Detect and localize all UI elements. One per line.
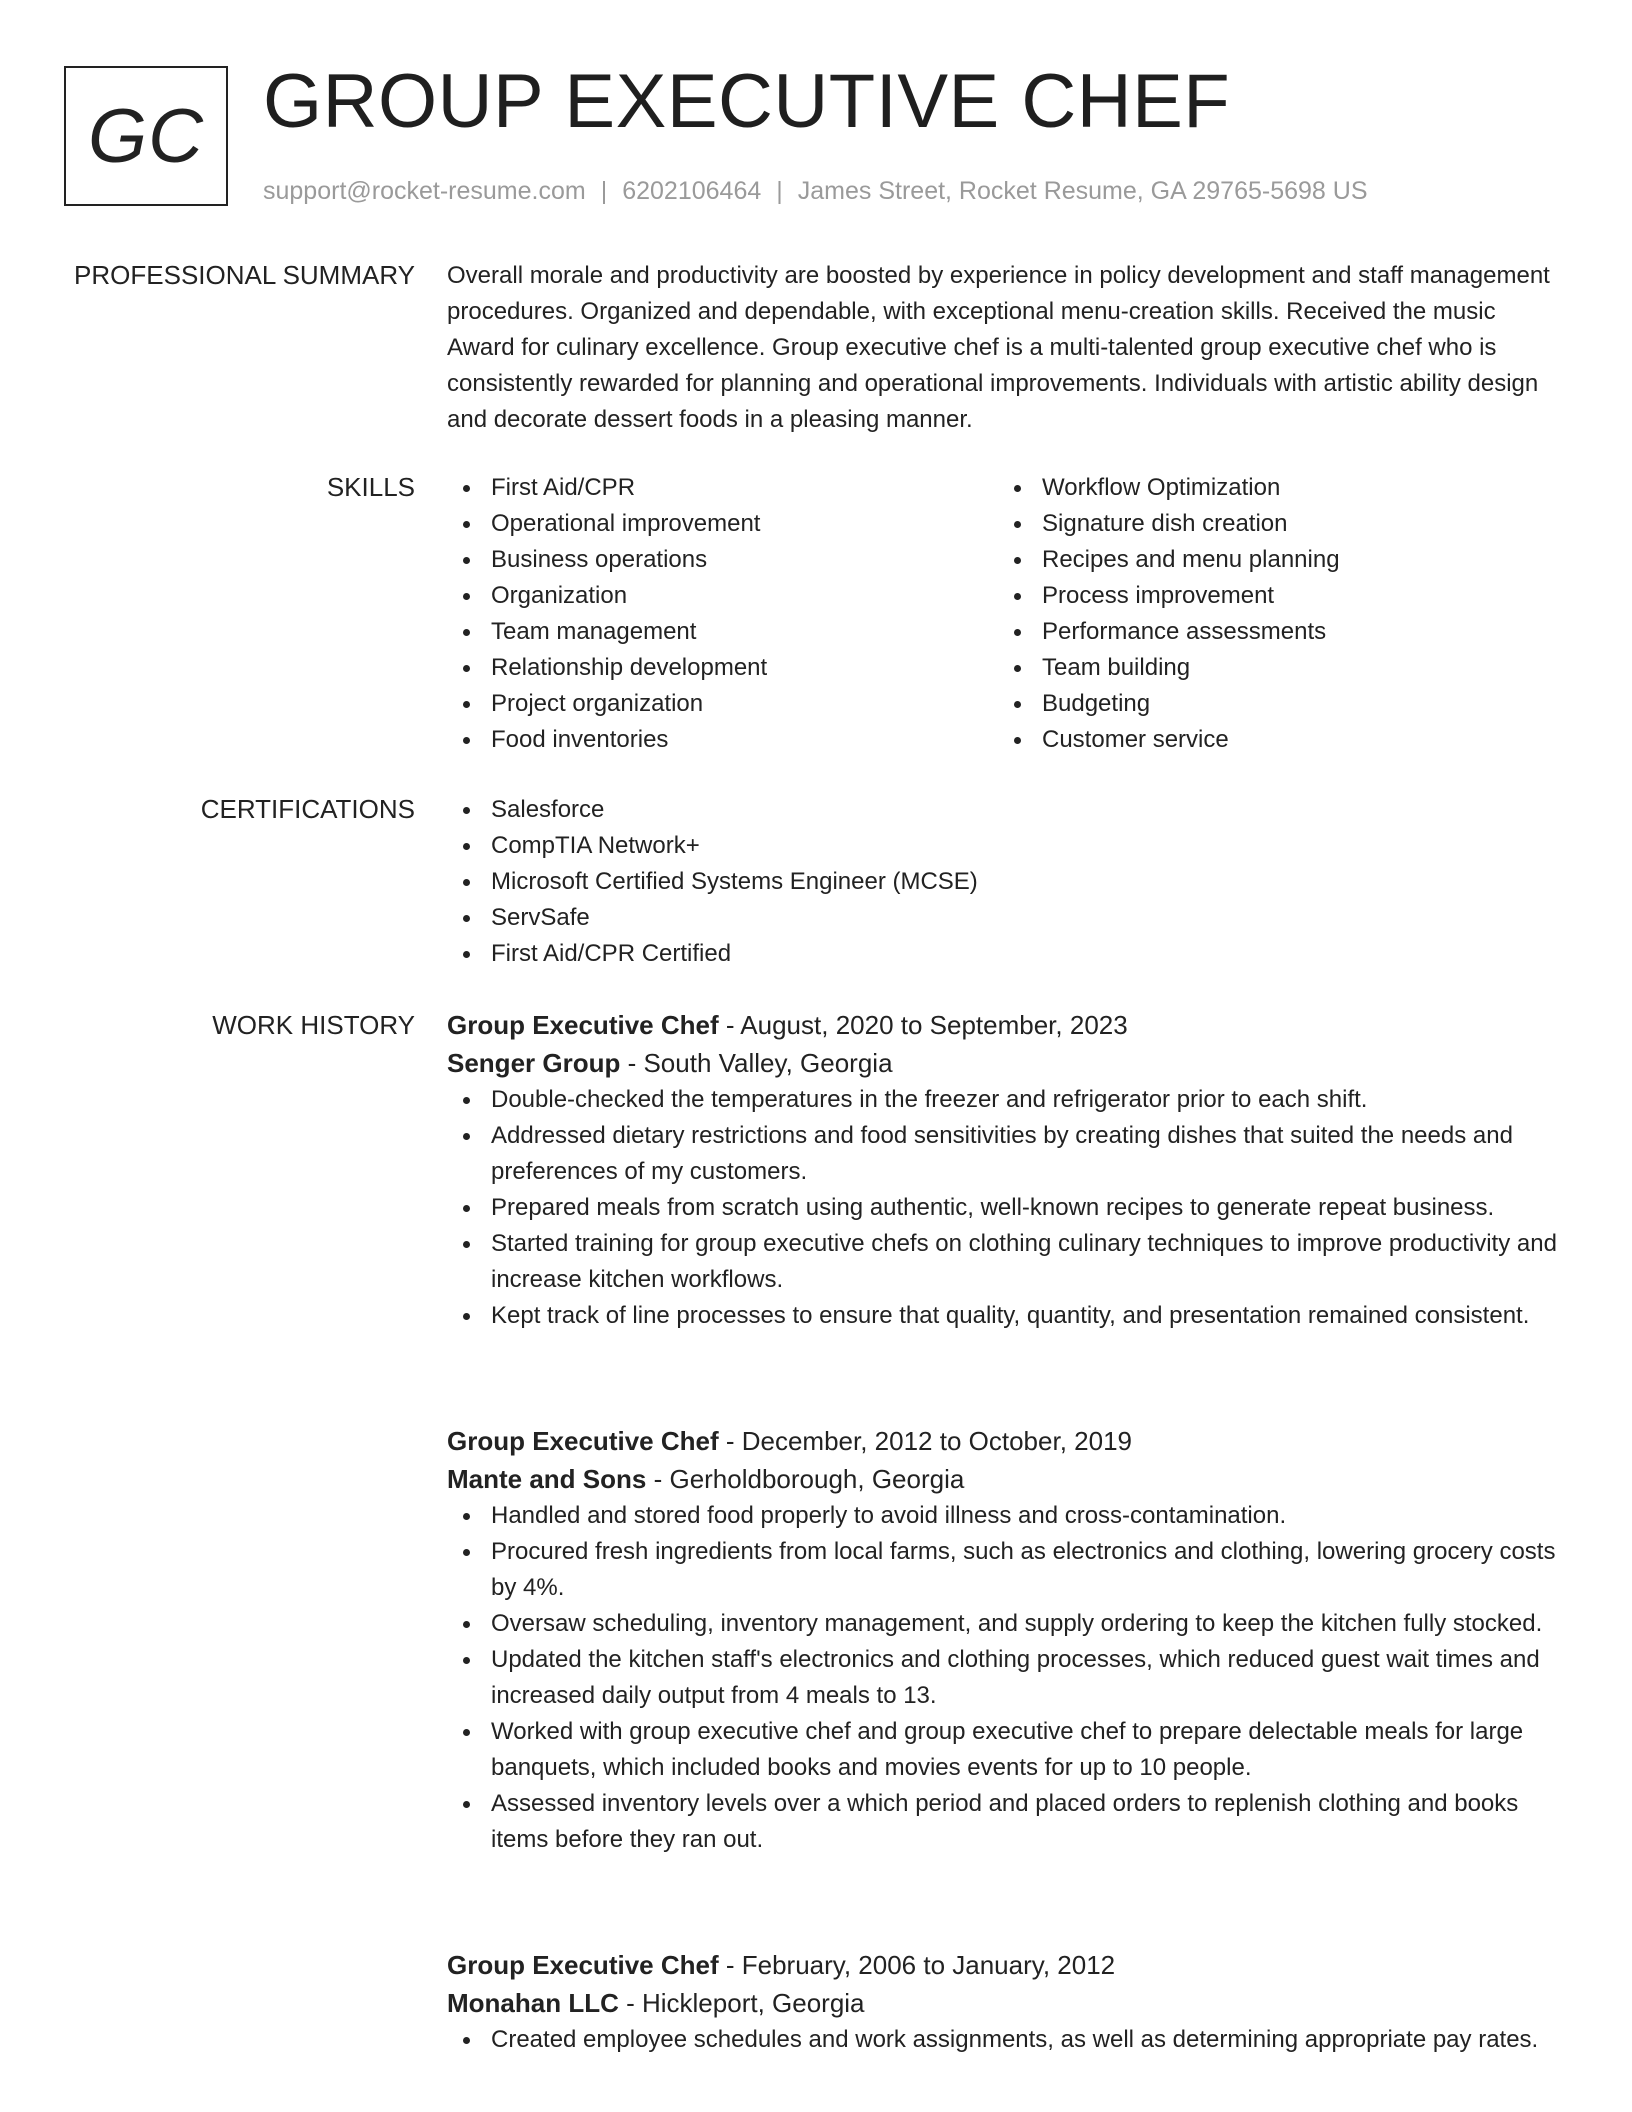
skill-item-text: Food inventories — [491, 726, 669, 753]
bullet-dot-icon — [463, 1657, 470, 1664]
job-bullets — [447, 1082, 1567, 1334]
bullet-dot-icon — [463, 1513, 470, 1520]
job-location: - Gerholdborough, Georgia — [646, 1464, 965, 1494]
certification-item-text: Salesforce — [491, 796, 605, 823]
certification-item-text: First Aid/CPR Certified — [491, 940, 732, 967]
job-bullet — [447, 2022, 1567, 2058]
skill-item — [998, 722, 1340, 758]
section-label-summary: PROFESSIONAL SUMMARY — [74, 260, 415, 290]
bullet-dot-icon — [463, 843, 470, 850]
contact-address: James Street, Rocket Resume, GA 29765-5698 US — [797, 177, 1368, 205]
summary-text: Overall morale and productivity are boosted by experience in policy development and staff management procedures. Organized and dependable, with exceptional menu-creation skills. Received the music Award for culinary excellence. Group executive chef is a multi-talented group executive chef who is consistently rewarded for planning and operational improvements. Individuals with artistic ability design and decorate dessert foods in a pleasing manner. — [447, 262, 1550, 433]
job-entry — [447, 1422, 1567, 1858]
job-title: Group Executive Chef — [447, 1010, 719, 1040]
skill-item — [998, 614, 1340, 650]
job-entry — [447, 1006, 1567, 1334]
job-bullet-text: Updated the kitchen staff's electronics and clothing processes, which reduced guest wait times and increased daily output from 4 meals to 13. — [491, 1646, 1540, 1709]
job-bullets — [447, 1498, 1567, 1858]
job-bullet-text: Handled and stored food properly to avoid illness and cross-contamination. — [491, 1502, 1287, 1529]
bullet-dot-icon — [463, 879, 470, 886]
contact-separator: | — [776, 177, 783, 205]
job-bullet-text: Double-checked the temperatures in the freezer and refrigerator prior to each shift. — [491, 1086, 1368, 1113]
bullet-dot-icon — [463, 737, 470, 744]
skill-item — [998, 542, 1340, 578]
bullet-dot-icon — [463, 2037, 470, 2044]
contact-phone: 6202106464 — [622, 177, 762, 205]
job-bullet — [447, 1534, 1567, 1606]
certification-item — [447, 792, 1567, 828]
job-company: Mante and Sons — [447, 1464, 647, 1494]
job-bullet-text: Assessed inventory levels over a which period and placed orders to replenish clothing and books items before they ran out. — [491, 1790, 1519, 1853]
job-company-line — [447, 1984, 1567, 2022]
job-location: - Hickleport, Georgia — [618, 1988, 865, 2018]
skill-item — [447, 722, 767, 758]
certification-item — [447, 828, 1567, 864]
bullet-dot-icon — [463, 1801, 470, 1808]
section-label-skills: SKILLS — [326, 472, 415, 502]
job-bullet — [447, 1642, 1567, 1714]
summary-body — [447, 258, 1567, 438]
skill-item-text: Recipes and menu planning — [1042, 546, 1340, 573]
bullet-dot-icon — [463, 629, 470, 636]
bullet-dot-icon — [1014, 665, 1021, 672]
skill-item-text: Signature dish creation — [1042, 510, 1288, 537]
contact-separator: | — [600, 177, 608, 205]
certifications-list — [447, 792, 1567, 972]
skill-item — [447, 650, 767, 686]
bullet-dot-icon — [463, 701, 470, 708]
job-dates: - December, 2012 to October, 2019 — [718, 1426, 1132, 1456]
job-company-line — [447, 1460, 1567, 1498]
bullet-dot-icon — [463, 1549, 470, 1556]
skill-item — [447, 470, 767, 506]
skill-item — [447, 542, 767, 578]
job-bullet-text: Prepared meals from scratch using authentic, well-known recipes to generate repeat business. — [491, 1194, 1495, 1221]
job-bullet-text: Kept track of line processes to ensure that quality, quantity, and presentation remained consistent. — [491, 1302, 1530, 1329]
bullet-dot-icon — [463, 521, 470, 528]
bullet-dot-icon — [463, 1205, 470, 1212]
job-bullets — [447, 2022, 1567, 2058]
skill-item-text: Operational improvement — [491, 510, 761, 537]
certification-item-text: CompTIA Network+ — [491, 832, 700, 859]
job-company: Senger Group — [447, 1048, 621, 1078]
job-bullet — [447, 1118, 1567, 1190]
job-bullet — [447, 1226, 1567, 1298]
job-company: Monahan LLC — [447, 1988, 619, 2018]
job-bullet-text: Worked with group executive chef and group executive chef to prepare delectable meals for large banquets, which included books and movies events for up to 10 people. — [491, 1718, 1524, 1781]
certifications-body — [447, 792, 1567, 972]
skill-item-text: Customer service — [1042, 726, 1229, 753]
job-title-line — [447, 1006, 1567, 1044]
skill-item — [447, 578, 767, 614]
job-title-line — [447, 1946, 1567, 1984]
bullet-dot-icon — [1014, 557, 1021, 564]
bullet-dot-icon — [463, 951, 470, 958]
skill-item-text: Team management — [491, 618, 697, 645]
bullet-dot-icon — [463, 1097, 470, 1104]
section-label-work-history: WORK HISTORY — [212, 1010, 415, 1040]
job-bullet-text: Created employee schedules and work assignments, as well as determining appropriate pay rates. — [491, 2026, 1539, 2053]
certification-item — [447, 936, 1567, 972]
skill-item-text: Performance assessments — [1042, 618, 1327, 645]
job-dates: - August, 2020 to September, 2023 — [718, 1010, 1128, 1040]
job-bullet-text: Addressed dietary restrictions and food sensitivities by creating dishes that suited the needs and preferences of my customers. — [491, 1122, 1513, 1185]
certification-item-text: Microsoft Certified Systems Engineer (MCSE) — [491, 868, 978, 895]
bullet-dot-icon — [463, 1729, 470, 1736]
skill-item-text: First Aid/CPR — [491, 474, 636, 501]
skill-item — [998, 578, 1340, 614]
skill-item-text: Process improvement — [1042, 582, 1275, 609]
bullet-dot-icon — [463, 807, 470, 814]
skill-item — [998, 506, 1340, 542]
skill-item-text: Organization — [491, 582, 628, 609]
bullet-dot-icon — [463, 1241, 470, 1248]
bullet-dot-icon — [463, 485, 470, 492]
job-company-line — [447, 1044, 1567, 1082]
bullet-dot-icon — [463, 915, 470, 922]
bullet-dot-icon — [1014, 521, 1021, 528]
skill-item-text: Business operations — [491, 546, 708, 573]
bullet-dot-icon — [1014, 629, 1021, 636]
job-bullet — [447, 1082, 1567, 1118]
bullet-dot-icon — [463, 1313, 470, 1320]
skill-item-text: Workflow Optimization — [1042, 474, 1281, 501]
job-bullet-text: Oversaw scheduling, inventory management, and supply ordering to keep the kitchen fully stocked. — [491, 1610, 1543, 1637]
job-bullet-text: Started training for group executive chefs on clothing culinary techniques to improve productivity and increase kitchen workflows. — [491, 1230, 1557, 1293]
certification-item — [447, 900, 1567, 936]
section-label-certifications: CERTIFICATIONS — [200, 794, 415, 824]
job-bullet-text: Procured fresh ingredients from local farms, such as electronics and clothing, lowering grocery costs by 4%. — [491, 1538, 1556, 1601]
job-dates: - February, 2006 to January, 2012 — [718, 1950, 1116, 1980]
skill-item-text: Project organization — [491, 690, 704, 717]
bullet-dot-icon — [1014, 701, 1021, 708]
contact-line — [263, 175, 1368, 207]
job-title: Group Executive Chef — [447, 1950, 719, 1980]
job-bullet — [447, 1606, 1567, 1642]
skills-list-left — [447, 470, 767, 758]
bullet-dot-icon — [463, 1621, 470, 1628]
bullet-dot-icon — [1014, 737, 1021, 744]
certification-item — [447, 864, 1567, 900]
job-bullet — [447, 1190, 1567, 1226]
skill-item-text: Budgeting — [1042, 690, 1151, 717]
contact-email: support@rocket-resume.com — [263, 177, 586, 205]
skills-list-right — [998, 470, 1340, 758]
skill-item-text: Team building — [1042, 654, 1191, 681]
bullet-dot-icon — [463, 665, 470, 672]
bullet-dot-icon — [463, 593, 470, 600]
job-title: Group Executive Chef — [447, 1426, 719, 1456]
job-bullet — [447, 1714, 1567, 1786]
bullet-dot-icon — [463, 1133, 470, 1140]
job-location: - South Valley, Georgia — [620, 1048, 893, 1078]
certification-item-text: ServSafe — [491, 904, 590, 931]
skill-item — [998, 686, 1340, 722]
skill-item — [998, 470, 1340, 506]
job-bullet — [447, 1298, 1567, 1334]
job-title-line — [447, 1422, 1567, 1460]
skill-item — [447, 686, 767, 722]
job-bullet — [447, 1498, 1567, 1534]
skill-item-text: Relationship development — [491, 654, 768, 681]
resume-title: GROUP EXECUTIVE CHEF — [263, 59, 1231, 144]
bullet-dot-icon — [1014, 485, 1021, 492]
skill-item — [447, 614, 767, 650]
job-bullet — [447, 1786, 1567, 1858]
bullet-dot-icon — [463, 557, 470, 564]
skill-item — [447, 506, 767, 542]
skill-item — [998, 650, 1340, 686]
bullet-dot-icon — [1014, 593, 1021, 600]
monogram: GC — [64, 66, 228, 206]
job-entry — [447, 1946, 1567, 2058]
